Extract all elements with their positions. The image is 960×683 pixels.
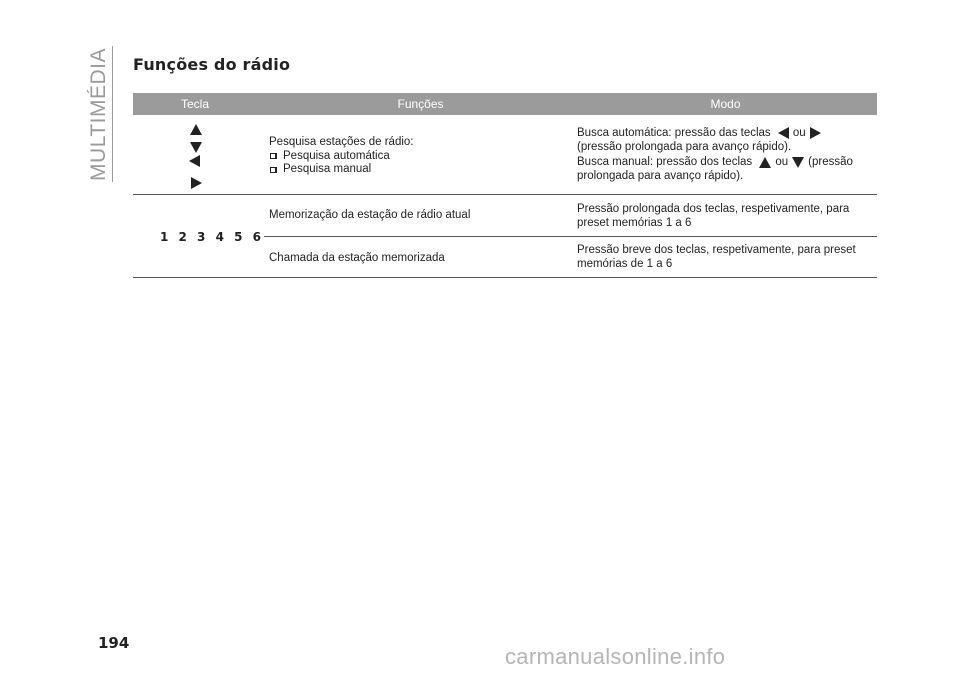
bullet-item xyxy=(269,163,559,177)
table-bottom-rule xyxy=(133,277,877,278)
arrow-up-icon xyxy=(759,157,771,168)
modo-auto-line xyxy=(577,127,872,154)
row-divider xyxy=(264,236,877,237)
modo-cell-memorize: Pressão prolongada dos teclas, respetivamente, para preset memórias 1 a 6 xyxy=(577,203,850,229)
bullet-icon xyxy=(270,167,277,173)
modo-manual-line xyxy=(577,156,872,183)
arrow-right-icon xyxy=(191,177,202,189)
modo-manual-or: ou xyxy=(775,156,789,169)
funcoes-cell-memorize: Memorização da estação de rádio atual xyxy=(269,209,471,221)
page-number: 194 xyxy=(98,634,130,652)
modo-cell-search xyxy=(577,127,872,183)
watermark: carmanualsonline.info xyxy=(505,644,726,669)
preset-keys-label: 1 2 3 4 5 6 xyxy=(160,230,264,244)
row-divider xyxy=(133,194,877,195)
bullet-auto-label: Pesquisa automática xyxy=(283,149,390,162)
modo-auto-suffix: (pressão prolongada para avanço rápido). xyxy=(577,140,792,153)
modo-manual-suffix: (pressão prolongada para avanço rápido). xyxy=(577,156,853,182)
arrow-up-icon xyxy=(190,124,202,135)
funcoes-cell-recall: Chamada da estação memorizada xyxy=(269,252,445,264)
arrow-right-icon xyxy=(810,127,821,139)
side-tab-divider xyxy=(112,46,113,182)
funcoes-search-title: Pesquisa estações de rádio: xyxy=(269,136,414,148)
header-funcoes: Funções xyxy=(397,97,444,111)
arrow-down-icon xyxy=(792,157,804,168)
section-title: Funções do rádio xyxy=(133,55,291,74)
modo-cell-recall: Pressão breve dos teclas, respetivamente, para preset memórias de 1 a 6 xyxy=(577,244,856,270)
modo-auto-text: Busca automática: pressão das teclas xyxy=(577,127,771,140)
bullet-manual-label: Pesquisa manual xyxy=(283,163,372,175)
funcoes-cell-search xyxy=(269,136,559,177)
bullet-item xyxy=(269,150,559,164)
arrow-down-icon xyxy=(190,142,202,153)
section-side-tab xyxy=(86,46,112,182)
header-modo: Modo xyxy=(710,97,741,111)
arrow-left-icon xyxy=(778,127,789,139)
arrow-left-icon xyxy=(189,155,200,167)
side-tab-label: MULTIMÉDIA xyxy=(87,47,110,181)
modo-auto-or: ou xyxy=(792,127,806,140)
modo-manual-text: Busca manual: pressão dos teclas xyxy=(577,156,753,169)
table-header xyxy=(133,93,877,115)
bullet-icon xyxy=(270,153,277,159)
header-tecla: Tecla xyxy=(180,97,209,111)
